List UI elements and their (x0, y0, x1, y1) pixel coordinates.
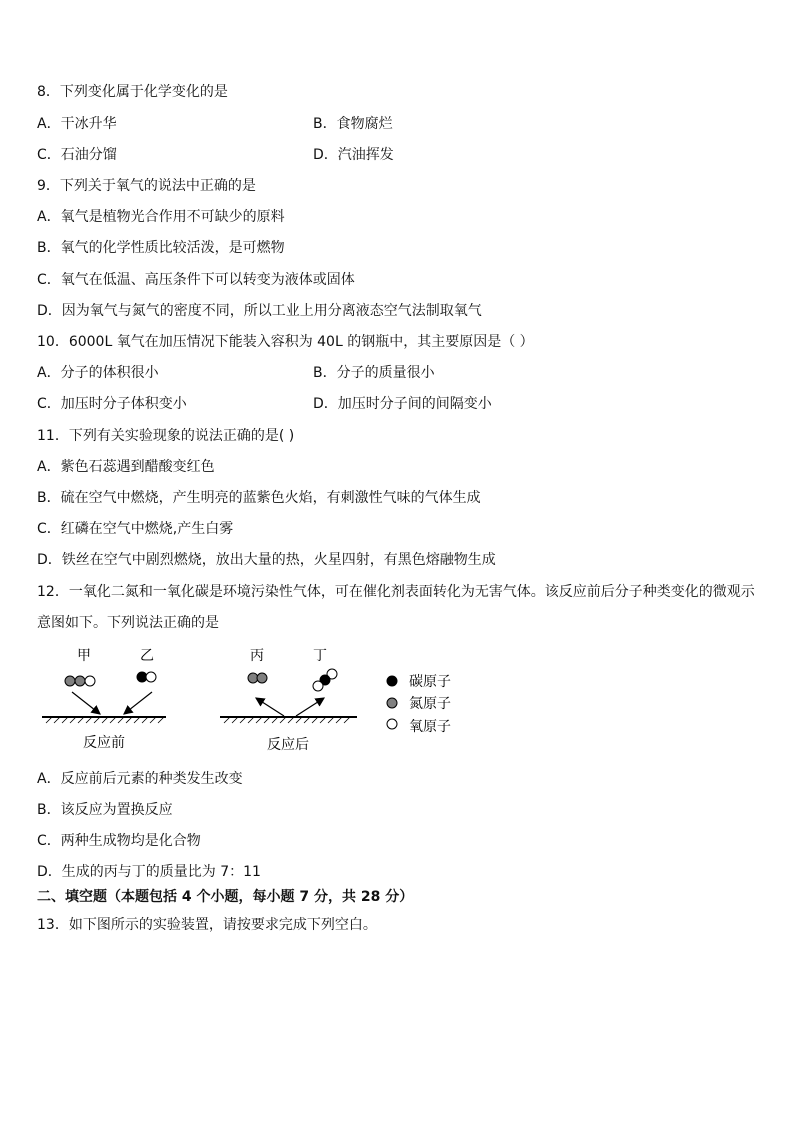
q12-stem-line1: 12．一氧化二氮和一氧化碳是环境污染性气体，可在催化剂表面转化为无害气体。该反应前后分子种类变化的微观示 (37, 584, 755, 600)
q9-option-b: B．氧气的化学性质比较活泼，是可燃物 (37, 240, 285, 256)
q9-option-d: D．因为氧气与氮气的密度不同，所以工业上用分离液态空气法制取氧气 (37, 303, 482, 319)
legend-oxygen-label: 氧原子 (409, 719, 451, 735)
catalyst-surface-after (220, 717, 357, 723)
q11-option-c: C．红磷在空气中燃烧,产生白雾 (37, 521, 234, 537)
q8-option-a: A．干冰升华 (37, 116, 117, 132)
q9-option-c: C．氧气在低温、高压条件下可以转变为液体或固体 (37, 272, 355, 288)
atom-legend (387, 674, 451, 735)
q11-stem: 11．下列有关实验现象的说法正确的是( ) (37, 428, 295, 444)
molecule-co2 (313, 669, 337, 691)
q12-option-d: D．生成的丙与丁的质量比为 7：11 (37, 864, 261, 880)
legend-carbon-label: 碳原子 (409, 674, 451, 690)
legend-oxygen-dot (387, 719, 397, 729)
q10-option-d: D．加压时分子间的间隔变小 (313, 396, 492, 412)
arrow-jia-to-surface (72, 692, 100, 714)
molecule-co (137, 672, 156, 682)
caption-after: 反应后 (267, 737, 309, 753)
arrow-surface-to-bing (256, 698, 284, 716)
q12-reaction-diagram (0, 640, 794, 755)
q8-stem: 8．下列变化属于化学变化的是 (37, 84, 228, 100)
q12-option-c: C．两种生成物均是化合物 (37, 833, 201, 849)
label-jia: 甲 (77, 648, 91, 664)
molecule-n2o (65, 676, 95, 686)
label-bing: 丙 (250, 648, 264, 664)
q12-stem-line2: 意图如下。下列说法正确的是 (37, 615, 219, 631)
legend-nitrogen-dot (387, 698, 397, 708)
q10-option-c: C．加压时分子体积变小 (37, 396, 187, 412)
catalyst-surface-before (42, 717, 166, 723)
q11-option-d: D．铁丝在空气中剧烈燃烧，放出大量的热，火星四射，有黑色熔融物生成 (37, 552, 496, 568)
q11-option-a: A．紫色石蕊遇到醋酸变红色 (37, 459, 215, 475)
label-ding: 丁 (313, 648, 327, 664)
label-yi: 乙 (140, 648, 154, 664)
q8-option-d: D．汽油挥发 (313, 147, 394, 163)
q10-option-a: A．分子的体积很小 (37, 365, 159, 381)
q10-option-b: B．分子的质量很小 (313, 365, 435, 381)
arrow-surface-to-ding (296, 698, 324, 716)
q13-stem: 13．如下图所示的实验装置，请按要求完成下列空白。 (37, 917, 377, 933)
section2-heading: 二、填空题（本题包括 4 个小题，每小题 7 分，共 28 分） (37, 889, 414, 905)
legend-nitrogen-label: 氮原子 (409, 696, 451, 712)
q9-stem: 9．下列关于氧气的说法中正确的是 (37, 178, 256, 194)
legend-carbon-dot (387, 676, 397, 686)
molecule-n2 (248, 673, 267, 683)
caption-before: 反应前 (83, 735, 125, 751)
arrow-yi-to-surface (124, 692, 152, 714)
q9-option-a: A．氧气是植物光合作用不可缺少的原料 (37, 209, 285, 225)
q10-stem: 10．6000L 氧气在加压情况下能装入容积为 40L 的钢瓶中，其主要原因是（ ） (37, 334, 534, 350)
q12-option-b: B．该反应为置换反应 (37, 802, 173, 818)
q11-option-b: B．硫在空气中燃烧，产生明亮的蓝紫色火焰，有刺激性气味的气体生成 (37, 490, 481, 506)
q8-option-b: B．食物腐烂 (313, 116, 393, 132)
q12-option-a: A．反应前后元素的种类发生改变 (37, 771, 243, 787)
q8-option-c: C．石油分馏 (37, 147, 117, 163)
